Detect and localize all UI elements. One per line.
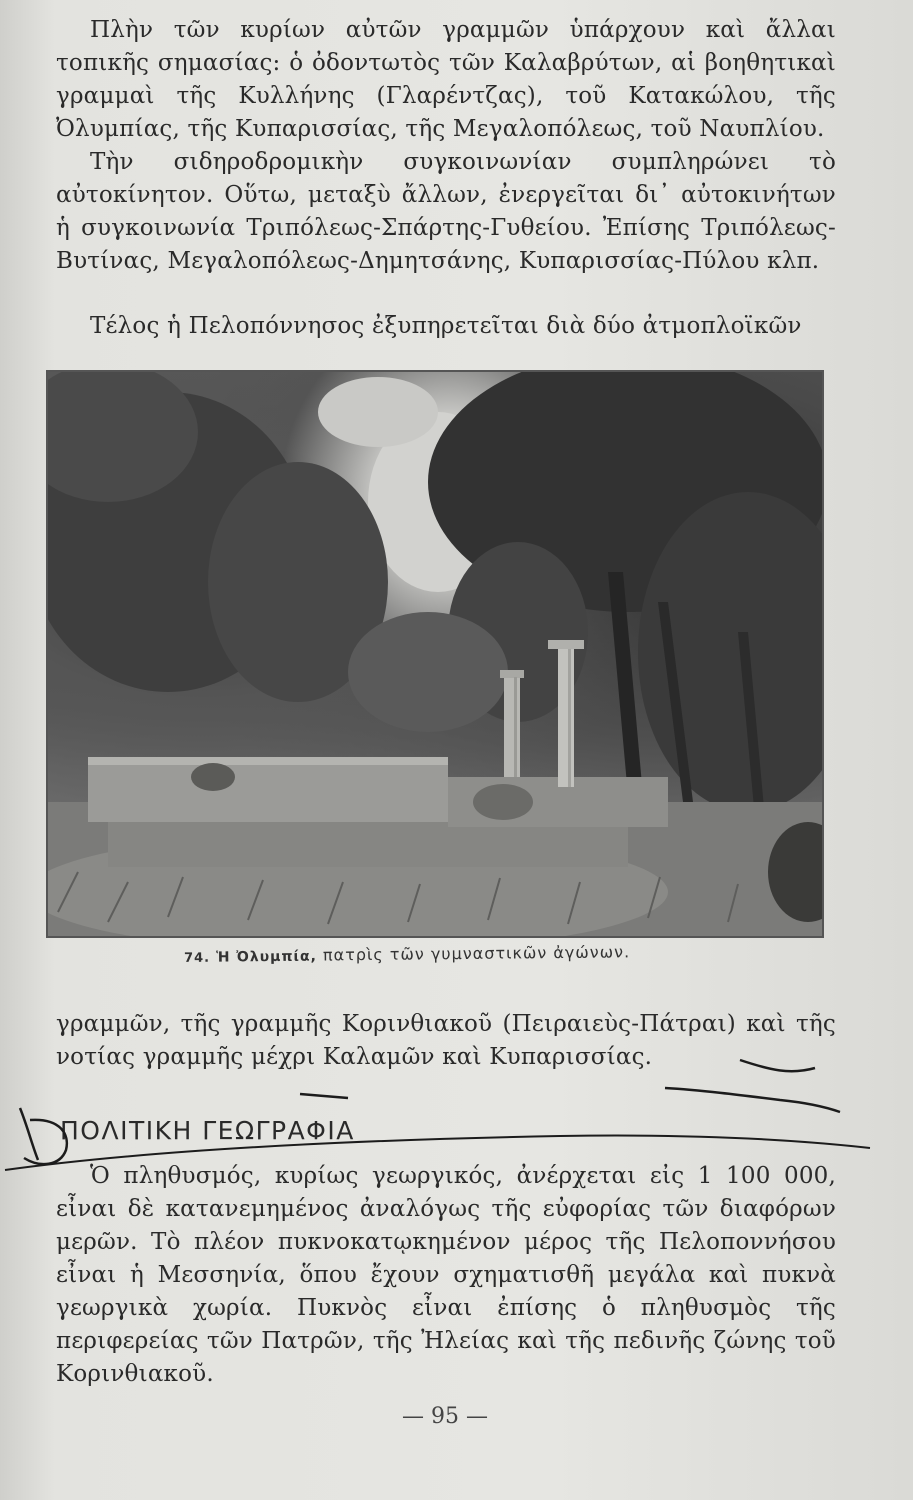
paragraph-population: [56, 1160, 836, 1391]
paragraph-text: γραμμῶν, τῆς γραμμῆς Κορινθιακοῦ (Πειραιεὺς-Πάτραι) καὶ τῆς νοτίας γραμμῆς μέχρι Καλαμῶν καὶ Κυπαρισσίας.: [56, 1011, 836, 1070]
section-heading: ΠΟΛΙΤΙΚΗ ΓΕΩΓΡΑΦΙΑ: [60, 1116, 355, 1145]
paragraph-steamship-continued: [56, 1008, 836, 1074]
page-number: — 95 —: [402, 1404, 488, 1429]
paragraph-text: Πλὴν τῶν κυρίων αὐτῶν γραμμῶν ὑπάρχουν καὶ ἄλλαι τοπικῆς σημασίας: ὁ ὀδοντωτὸς τῶν Καλαβρύτων, αἱ βοηθητικαὶ γραμμαὶ τῆς Κυλλήνης (Γλαρέντζας), τοῦ Κατακώλου, τῆς Ὀλυμπίας, τῆς Κυπαρισσίας, τῆς Μεγαλοπόλεως, τοῦ Ναυπλίου.: [56, 17, 836, 142]
caption-text: πατρὶς τῶν γυμναστικῶν ἀγώνων.: [322, 942, 631, 965]
olympia-photograph: [46, 370, 824, 938]
paragraph-steamship-start: [56, 310, 836, 343]
photo-caption: [184, 941, 744, 966]
caption-place: Ἡ Ὀλυμπία,: [216, 948, 317, 966]
paragraph-railway-lines: [56, 14, 836, 146]
paragraph-text: Ὁ πληθυσμός, κυρίως γεωργικός, ἀνέρχεται εἰς 1 100 000, εἶναι δὲ κατανεμημένος ἀναλόγως τῆς εὐφορίας τῶν διαφόρων μερῶν. Τὸ πλέον πυκνοκατῳκημένον μέρος τῆς Πελοποννήσου εἶναι ἡ Μεσσηνία, ὅπου ἔχουν σχηματισθῆ μεγάλα καὶ πυκνὰ γεωργικὰ χωρία. Πυκνὸς εἶναι ἐπίσης ὁ πληθυσμὸς τῆς περιφερείας τῶν Πατρῶν, τῆς Ἠλείας καὶ τῆς πεδινῆς ζώνης τοῦ Κορινθιακοῦ.: [56, 1163, 836, 1387]
olympia-photo-illustration: [48, 372, 822, 936]
paragraph-automobile: [56, 146, 836, 278]
paragraph-text: Τέλος ἡ Πελοπόννησος ἐξυπηρετεῖται διὰ δύο ἀτμοπλοϊκῶν: [90, 313, 802, 339]
underline-mark: [300, 1094, 348, 1098]
caption-number: 74.: [183, 950, 211, 966]
paragraph-text: Τὴν σιδηροδρομικὴν συγκοινωνίαν συμπληρώνει τὸ αὐτοκίνητον. Οὕτω, μεταξὺ ἄλλων, ἐνεργεῖται δι᾿ αὐτοκινήτων ἡ συγκοινωνία Τριπόλεως-Σπάρτης-Γυθείου. Ἐπίσης Τριπόλεως-Βυτίνας, Μεγαλοπόλεως-Δημητσάνης, Κυπαρισσίας-Πύλου κλπ.: [56, 149, 836, 274]
